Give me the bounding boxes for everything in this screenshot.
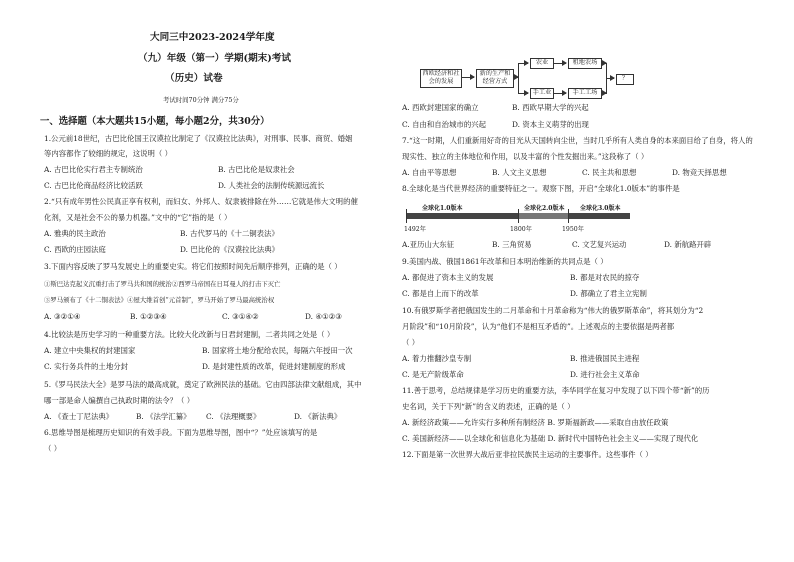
map-arrow-8 (601, 93, 606, 94)
q11-option-ab[interactable]: A. 新经济政策——允许实行多种所有制经济 B. 罗斯福新政——采取自由放任政策 (402, 418, 669, 427)
q6-line2: （ ） (44, 444, 62, 453)
timeline-year-3: 1950年 (562, 226, 584, 233)
timeline-tick-2 (518, 209, 519, 223)
q7-option-a[interactable]: A. 自由平等思想 (402, 168, 457, 177)
section-title: 一、选择题（本大题共15小题，每小题2分，共30分） (40, 116, 270, 127)
exam-meta: 考试时间70分钟 满分75分 (163, 96, 239, 104)
q9-option-a[interactable]: A. 都促进了资本主义的发展 (402, 273, 494, 282)
q8-line1: 8.全球化是当代世界经济的重要特征之一。观察下图，开启“全球化1.0版本”的事件是 (402, 184, 680, 193)
q10-option-d[interactable]: D. 进行社会主义革命 (570, 370, 640, 379)
q3-option-a[interactable]: A. ③②①④ (44, 312, 81, 321)
timeline-label-2: 全球化2.0版本 (524, 205, 565, 212)
q2-option-b[interactable]: B. 古代罗马的《十二铜表法》 (180, 229, 279, 238)
timeline-tick-1 (406, 209, 407, 223)
q4-option-d[interactable]: D. 是封建性质的改革，促进封建制度的形成 (202, 362, 346, 371)
q10-line2: 月阶段”和“10月阶段”，认为“他们不是相互矛盾的”。上述观点的主要依据是两者都 (402, 322, 675, 331)
q5-line2: 哪一部是命人编撰自己执政时期的法令？（ ） (44, 396, 195, 405)
q2-line1: 2.“只有成年男性公民真正享有权利，而妇女、外邦人、奴隶被排除在外……它就是伟大文明的催 (44, 197, 358, 206)
map-arrow-5 (554, 63, 566, 64)
q10-option-a[interactable]: A. 着力推翻沙皇专制 (402, 354, 472, 363)
map-arrow-9 (606, 78, 614, 79)
q9-option-d[interactable]: D. 都确立了君主立宪制 (570, 289, 647, 298)
q3-option-c[interactable]: C. ③①④② (222, 312, 259, 321)
map-arrow-3 (518, 63, 528, 64)
q2-option-d[interactable]: D. 巴比伦的《汉谟拉比法典》 (180, 245, 280, 254)
q3-statement1: ①斯巴达克起义沉重打击了罗马共和国的统治②西罗马帝国在日耳曼人的打击下灭亡 (44, 280, 281, 288)
map-arrow-4 (518, 93, 528, 94)
q6-option-a[interactable]: A. 西欧封建国家的确立 (402, 103, 479, 112)
q5-option-c[interactable]: C. 《法理概要》 (206, 412, 261, 421)
q1-line1: 1.公元前18世纪，古巴比伦国王汉谟拉比制定了《汉谟拉比法典》，对刑事、民事、商贸、婚姻 (44, 134, 353, 143)
map-arrow-7 (601, 63, 606, 64)
q7-option-b[interactable]: B. 人文主义思想 (492, 168, 547, 177)
q10-option-b[interactable]: B. 推进俄国民主进程 (570, 354, 640, 363)
q7-option-c[interactable]: C. 民主共和思想 (582, 168, 637, 177)
q5-option-d[interactable]: D. 《新法典》 (294, 412, 342, 421)
q1-option-d[interactable]: D. 人类社会的法制传统源远流长 (218, 181, 325, 190)
q8-option-a[interactable]: A.亚历山大东征 (402, 240, 455, 249)
timeline-year-1: 1492年 (404, 226, 426, 233)
map-arrow-6 (554, 93, 566, 94)
q6-option-d[interactable]: D. 资本主义萌芽的出现 (512, 120, 589, 129)
q1-option-a[interactable]: A. 古巴比伦实行君主专制统治 (44, 165, 143, 174)
timeline-segment-3 (568, 213, 630, 219)
q11-option-cd[interactable]: C. 美国新经济——以全球化和信息化为基础 D. 新时代中国特色社会主义——实现了现代化 (402, 434, 699, 443)
q1-option-c[interactable]: C. 古巴比伦商品经济比较活跃 (44, 181, 143, 190)
timeline-segment-1 (406, 213, 518, 219)
timeline-tick-3 (568, 209, 569, 223)
q6-line1: 6.思维导图是梳理历史知识的有效手段。下面为思维导图，图中“？”处应该填写的是 (44, 428, 318, 437)
map-box-4: 租地农场 (568, 58, 602, 69)
school-title: 大同三中2023-2024学年度 (150, 32, 275, 43)
q12-line1: 12.下面是第一次世界大战后亚非拉民族民主运动的主要事件。这些事件（ ） (402, 450, 653, 459)
q3-line1: 3.下面内容反映了罗马发展史上的重要史实。将它们按照时间先后顺序排列，正确的是（ ） (44, 262, 342, 271)
q2-line2: 化剂，又是社会不公的暴力机器。”文中的“它”指的是（ ） (44, 213, 232, 222)
map-box-1: 西欧经济和社会的发展 (420, 69, 462, 88)
q10-line3: （ ） (402, 338, 420, 347)
map-box-2: 新的生产和经营方式 (476, 69, 514, 88)
q1-line2: 等内容都作了较细的规定，这说明（ ） (44, 149, 172, 158)
q8-option-d[interactable]: D. 新航路开辟 (664, 240, 712, 249)
subject-title: （历史）试卷 (165, 73, 223, 84)
q5-line1: 5.《罗马民法大全》是罗马法的最高成就，奠定了欧洲民法的基础。它由四部法律文献组成，其中 (44, 380, 362, 389)
q4-option-a[interactable]: A. 建立中央集权的封建国家 (44, 346, 136, 355)
q7-option-d[interactable]: D. 物竞天择思想 (672, 168, 727, 177)
q11-line2: 史名词，关于下列“新”的含义的表述，正确的是（ ） (402, 402, 575, 411)
q6-option-b[interactable]: B. 西欧早期大学的兴起 (512, 103, 589, 112)
q4-option-c[interactable]: C. 实行务兵件的土地分封 (44, 362, 128, 371)
q7-line1: 7.“这一时期，人们重新用好奇的目光从天国转向尘世，当时几乎所有人类自身的本来面目给了自身，将人的 (402, 136, 753, 145)
q6-option-c[interactable]: C. 自由和自治城市的兴起 (402, 120, 486, 129)
map-arrow-1 (462, 77, 474, 78)
q3-option-d[interactable]: D. ④①②③ (305, 312, 342, 321)
map-box-7: ？ (616, 74, 634, 85)
timeline-segment-2 (518, 213, 568, 219)
q3-option-b[interactable]: B. ①②③④ (130, 312, 167, 321)
q4-option-b[interactable]: B. 国家将土地分配给农民，每隔六年授田一次 (202, 346, 353, 355)
q8-option-c[interactable]: C. 文艺复兴运动 (572, 240, 627, 249)
q7-line2: 现实性、独立的主体地位和作用，以及丰富的个性发掘出来。”这段称了（ ） (402, 152, 649, 161)
q9-line1: 9.美国内战、俄国1861年改革和日本明治维新的共同点是（ ） (402, 257, 608, 266)
map-box-5: 手工业 (530, 88, 554, 99)
timeline-year-2: 1800年 (510, 226, 532, 233)
map-box-6: 手工工场 (568, 88, 602, 99)
q10-line1: 10.有俄罗斯学者把俄国发生的二月革命和十月革命称为“伟大的俄罗斯革命”，将其划分为“2 (402, 306, 704, 315)
timeline-label-3: 全球化3.0版本 (580, 205, 621, 212)
timeline-label-1: 全球化1.0版本 (422, 205, 463, 212)
q5-option-a[interactable]: A. 《查士丁尼法典》 (44, 412, 114, 421)
map-box-3: 农业 (530, 58, 554, 69)
q9-option-b[interactable]: B. 都是对农民的掠夺 (570, 273, 640, 282)
q10-option-c[interactable]: C. 是无产阶级革命 (402, 370, 464, 379)
q8-option-b[interactable]: B. 三角贸易 (492, 240, 532, 249)
q3-statement2: ③罗马颁布了《十二铜表法》④屋大维首创“元首制”，罗马开始了罗马最高统治权 (44, 296, 275, 304)
q2-option-a[interactable]: A. 雅典的民主政治 (44, 229, 106, 238)
q11-line1: 11.善于思考，总结规律是学习历史的重要方法，李华同学在复习中发现了以下四个带“新”的历 (402, 386, 710, 395)
q1-option-b[interactable]: B. 古巴比伦是奴隶社会 (218, 165, 295, 174)
q9-option-c[interactable]: C. 都是自上而下的改革 (402, 289, 479, 298)
map-arrow-2 (513, 77, 518, 78)
q4-line1: 4.比较法是历史学习的一种重要方法。比较大化改新与日君封建制，二者共同之处是（ ） (44, 330, 335, 339)
q5-option-b[interactable]: B. 《法学汇纂》 (136, 412, 191, 421)
exam-title: （九）年级（第一）学期(期末)考试 (138, 53, 291, 64)
q2-option-c[interactable]: C. 西欧的庄园法庭 (44, 245, 106, 254)
